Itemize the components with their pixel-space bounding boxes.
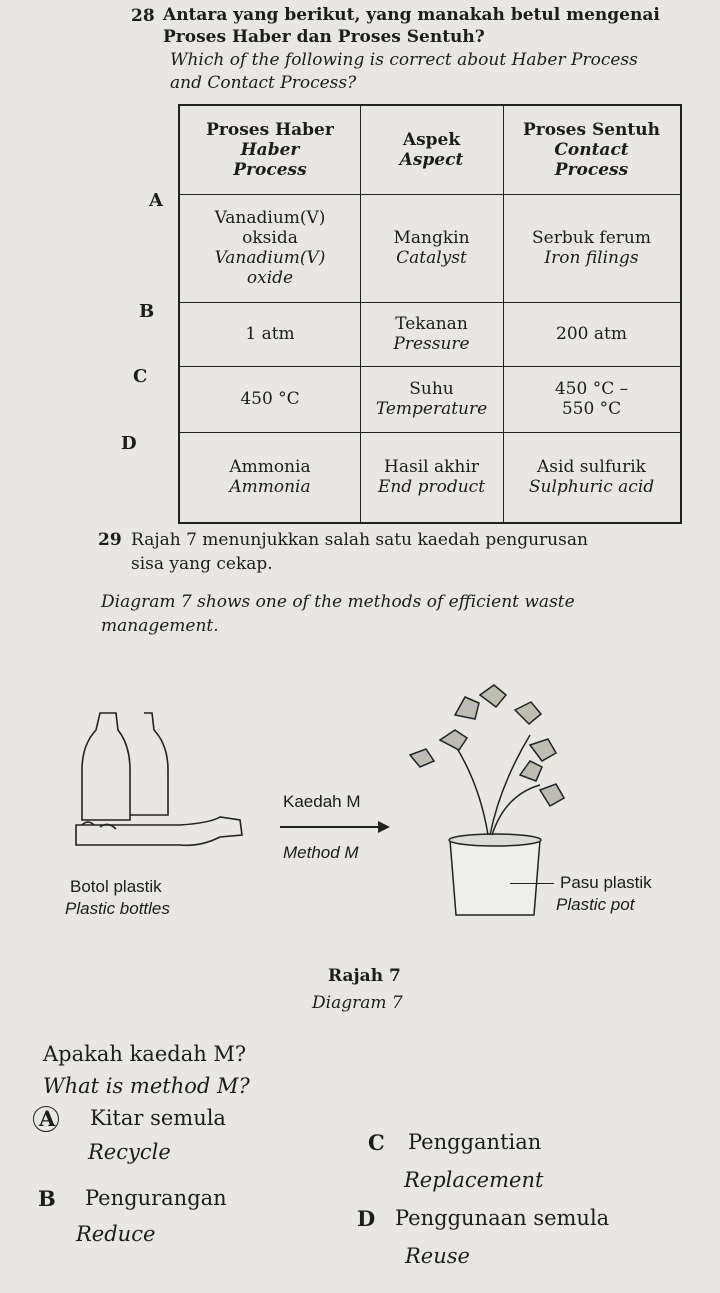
option-a-letter[interactable]: A	[39, 1106, 56, 1131]
pot-label-en: Plastic pot	[556, 895, 635, 914]
row-b-aspect	[360, 302, 503, 366]
row-label-c: C	[133, 366, 148, 387]
row-a-contact-ms: Serbuk ferum	[532, 228, 651, 248]
option-c-text-en[interactable]: Replacement	[404, 1168, 544, 1192]
diagram-caption-en: Diagram 7	[312, 993, 403, 1013]
plant-pot-icon	[410, 685, 564, 915]
row-a-aspect-ms: Mangkin	[393, 228, 470, 248]
row-a-haber-4: oxide	[246, 268, 294, 288]
row-b-contact-1: 200 atm	[556, 324, 627, 344]
question-29-text-en-2: management.	[101, 616, 219, 636]
header-contact	[503, 106, 680, 194]
row-a-aspect-en: Catalyst	[396, 248, 467, 268]
question-prompt-ms: Apakah kaedah M?	[43, 1042, 247, 1066]
option-b-text-en[interactable]: Reduce	[76, 1222, 156, 1246]
question-29-number: 29	[98, 530, 122, 550]
header-contact-en-1: Contact	[554, 140, 629, 160]
header-haber-ms: Proses Haber	[206, 120, 334, 140]
row-c-haber	[180, 366, 360, 432]
method-label-en: Method M	[283, 843, 359, 862]
row-b-contact	[503, 302, 680, 366]
row-c-contact-2: 550 °C	[561, 399, 622, 419]
method-label-ms: Kaedah M	[283, 792, 361, 811]
row-b-haber-1: 1 atm	[245, 324, 295, 344]
row-a-aspect	[360, 194, 503, 302]
question-prompt-en: What is method M?	[43, 1074, 250, 1098]
row-d-contact	[503, 432, 680, 522]
row-b-haber	[180, 302, 360, 366]
row-b-aspect-ms: Tekanan	[395, 314, 468, 334]
comparison-table	[178, 104, 682, 524]
row-a-haber-2: oksida	[242, 228, 298, 248]
question-28-text-ms-1: Antara yang berikut, yang manakah betul mengenai	[163, 5, 660, 25]
header-contact-en-2: Process	[554, 160, 629, 180]
header-haber-en-2: Process	[233, 160, 307, 180]
row-c-contact	[503, 366, 680, 432]
row-c-aspect	[360, 366, 503, 432]
question-28-text-en-2: and Contact Process?	[170, 73, 357, 93]
header-aspect-ms: Aspek	[402, 130, 461, 150]
row-d-aspect-en: End product	[377, 477, 486, 497]
header-aspect-en: Aspect	[399, 150, 464, 170]
row-label-b: B	[139, 301, 155, 322]
row-a-contact	[503, 194, 680, 302]
row-a-haber	[180, 194, 360, 302]
pot-label-leader	[510, 883, 554, 884]
row-d-haber	[180, 432, 360, 522]
row-a-haber-1: Vanadium(V)	[214, 208, 326, 228]
row-b-aspect-en: Pressure	[393, 334, 470, 354]
option-b-letter[interactable]: B	[38, 1186, 56, 1211]
question-28-number: 28	[131, 6, 155, 26]
row-a-haber-3: Vanadium(V)	[214, 248, 326, 268]
row-label-d: D	[121, 433, 137, 454]
row-label-a: A	[149, 190, 163, 211]
bottle-label-ms: Botol plastik	[70, 877, 162, 896]
row-c-aspect-ms: Suhu	[409, 379, 454, 399]
row-d-haber-ms: Ammonia	[229, 457, 311, 477]
option-c-letter[interactable]: C	[368, 1130, 385, 1155]
method-arrow-icon	[280, 821, 390, 833]
row-c-haber-1: 450 °C	[240, 389, 300, 409]
question-29-text-ms-2: sisa yang cekap.	[131, 554, 273, 574]
header-contact-ms: Proses Sentuh	[523, 120, 660, 140]
option-b-text-ms[interactable]: Pengurangan	[85, 1186, 227, 1210]
row-d-aspect-ms: Hasil akhir	[384, 457, 479, 477]
option-a-text-en[interactable]: Recycle	[88, 1140, 171, 1164]
header-haber	[180, 106, 360, 194]
option-d-letter[interactable]: D	[357, 1206, 376, 1231]
question-29-text-ms-1: Rajah 7 menunjukkan salah satu kaedah pengurusan	[131, 530, 588, 550]
question-28-text-en-1: Which of the following is correct about Haber Process	[170, 50, 638, 70]
question-29-text-en-1: Diagram 7 shows one of the methods of efficient waste	[101, 592, 575, 612]
row-d-aspect	[360, 432, 503, 522]
option-a-text-ms[interactable]: Kitar semula	[90, 1106, 226, 1130]
option-d-text-ms[interactable]: Penggunaan semula	[395, 1206, 610, 1230]
row-d-contact-ms: Asid sulfurik	[537, 457, 646, 477]
diagram-caption-ms: Rajah 7	[328, 966, 401, 986]
row-a-contact-en: Iron filings	[544, 248, 639, 268]
row-c-contact-1: 450 °C –	[554, 379, 629, 399]
option-c-text-ms[interactable]: Penggantian	[408, 1130, 542, 1154]
row-d-contact-en: Sulphuric acid	[528, 477, 655, 497]
question-28-text-ms-2: Proses Haber dan Proses Sentuh?	[163, 27, 485, 47]
header-haber-en-1: Haber	[240, 140, 300, 160]
plastic-bottles-icon	[76, 713, 242, 845]
row-d-haber-en: Ammonia	[229, 477, 311, 497]
row-c-aspect-en: Temperature	[375, 399, 488, 419]
header-aspect	[360, 106, 503, 194]
pot-label-ms: Pasu plastik	[560, 873, 652, 892]
bottle-label-en: Plastic bottles	[65, 899, 170, 918]
option-d-text-en[interactable]: Reuse	[405, 1244, 470, 1268]
